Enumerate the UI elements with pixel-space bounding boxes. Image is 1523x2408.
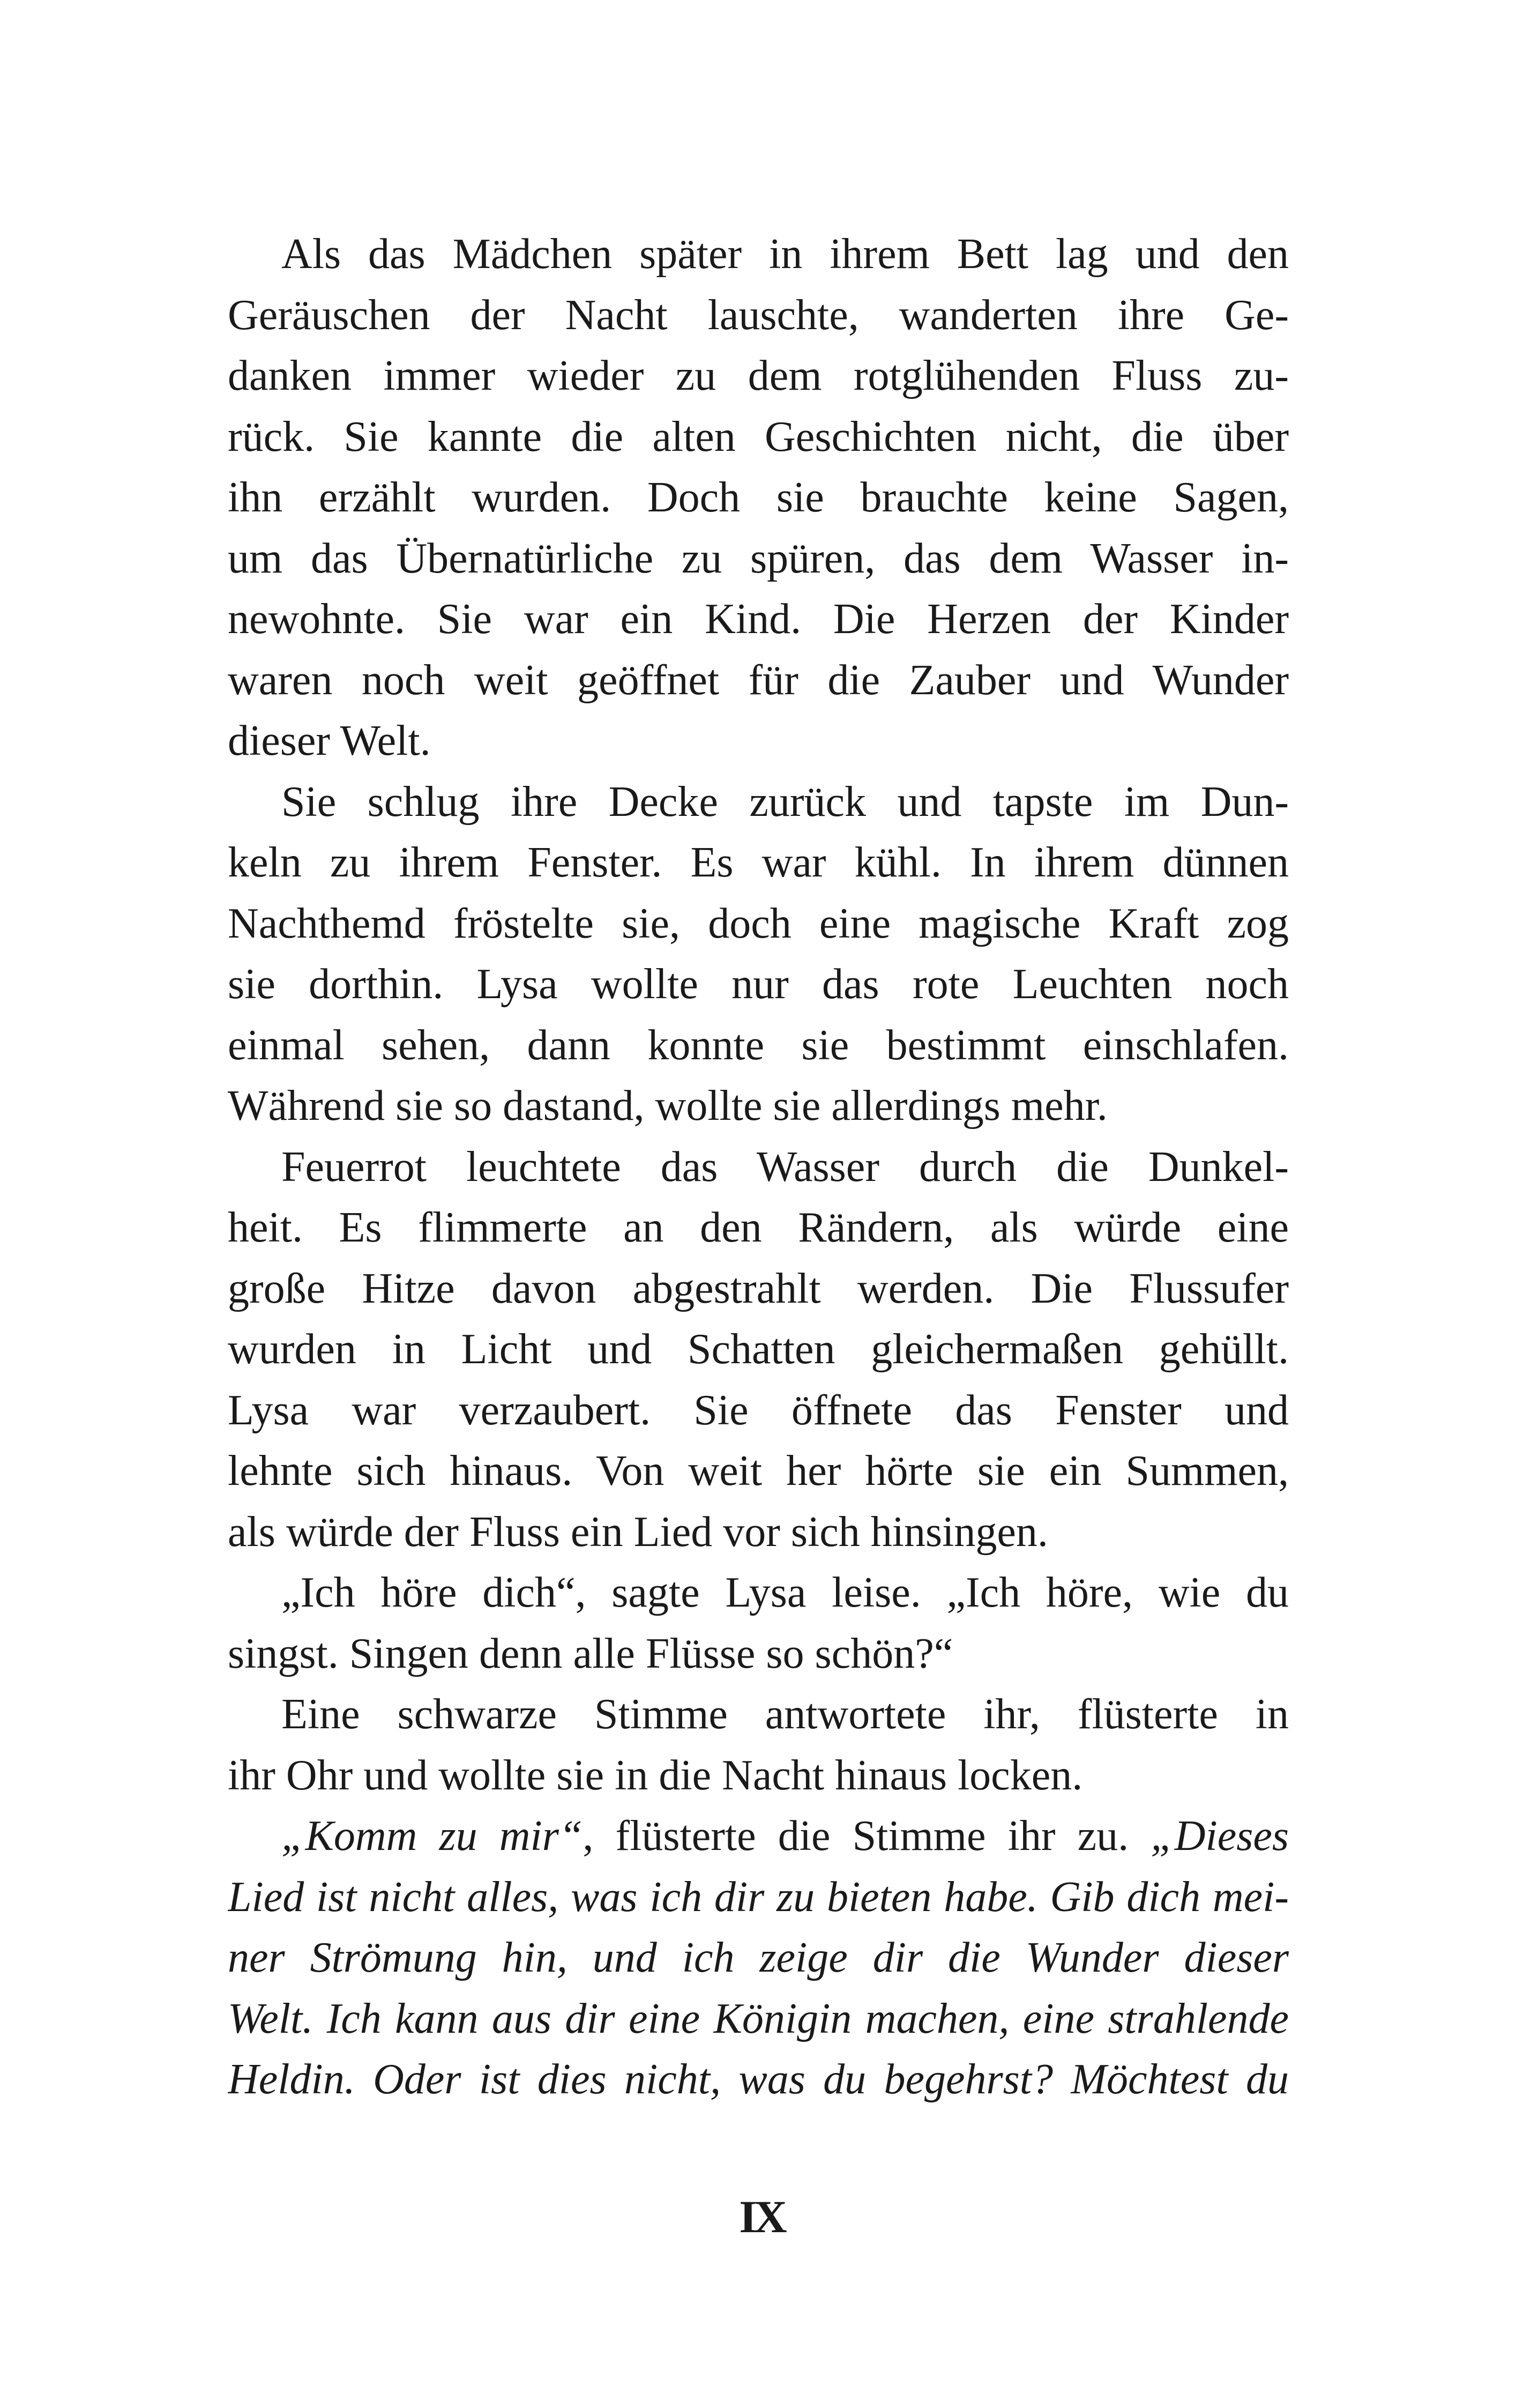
- text-line: [228, 529, 1289, 590]
- text-line: [228, 1867, 1289, 1928]
- text-run: Eine schwarze Stimme antwortete ihr, flüsterte in: [281, 1691, 1289, 1738]
- text-line: [228, 1198, 1289, 1259]
- text-run: dieser Welt.: [228, 717, 431, 764]
- text-run: Feuerrot leuchtete das Wasser durch die Dunkel-: [281, 1143, 1289, 1191]
- paragraph: [228, 1563, 1289, 1684]
- text-run: als würde der Fluss ein Lied vor sich hinsingen.: [228, 1508, 1048, 1556]
- text-line: [228, 1380, 1289, 1441]
- italic-text: Welt. Ich kann aus dir eine Königin machen, eine strahlende: [228, 1995, 1289, 2042]
- text-run: Als das Mädchen später in ihrem Bett lag und den: [281, 231, 1289, 278]
- text-run: rück. Sie kannte die alten Geschichten nicht, die über: [228, 413, 1289, 460]
- text-line: [228, 711, 1289, 772]
- text-line: [228, 894, 1289, 955]
- text-line: [228, 1319, 1289, 1380]
- text-line: [228, 772, 1289, 833]
- paragraph: [228, 772, 1289, 1137]
- italic-text: ner Strömung hin, und ich zeige dir die Wunder dieser: [228, 1934, 1289, 1981]
- text-run: heit. Es flimmerte an den Rändern, als würde eine: [228, 1204, 1289, 1251]
- text-run: danken immer wieder zu dem rotglühenden Fluss zu-: [228, 352, 1289, 399]
- text-line: [228, 1928, 1289, 1989]
- text-line: [228, 1441, 1289, 1502]
- italic-text: „Komm zu mir“: [281, 1812, 583, 1860]
- text-line: [228, 589, 1289, 650]
- text-run: lehnte sich hinaus. Von weit her hörte sie ein Summen,: [228, 1447, 1289, 1495]
- text-run: waren noch weit geöffnet für die Zauber und Wunder: [228, 656, 1289, 704]
- text-line: [228, 2049, 1289, 2110]
- text-run: Lysa war verzaubert. Sie öffnete das Fenster und: [228, 1386, 1289, 1434]
- paragraph: [228, 224, 1289, 772]
- text-run: Sie schlug ihre Decke zurück und tapste im Dun-: [281, 778, 1289, 826]
- text-line: [228, 1806, 1289, 1867]
- text-run: „Ich höre dich“, sagte Lysa leise. „Ich höre, wie du: [281, 1569, 1289, 1616]
- text-line: [228, 1015, 1289, 1076]
- text-run: einmal sehen, dann konnte sie bestimmt einschlafen.: [228, 1021, 1289, 1069]
- paragraph: [228, 1806, 1289, 2110]
- text-line: [228, 1745, 1289, 1807]
- text-run: Nachthemd fröstelte sie, doch eine magische Kraft zog: [228, 900, 1289, 947]
- text-line: [228, 1502, 1289, 1563]
- text-run: große Hitze davon abgestrahlt werden. Die Flussufer: [228, 1265, 1289, 1312]
- paragraph: [228, 1137, 1289, 1563]
- text-line: [228, 467, 1289, 529]
- text-line: [228, 1563, 1289, 1624]
- text-run: sie dorthin. Lysa wollte nur das rote Leuchten noch: [228, 961, 1289, 1008]
- italic-text: „Dieses: [1151, 1812, 1289, 1860]
- text-run: Während sie so dastand, wollte sie allerdings mehr.: [228, 1082, 1108, 1129]
- text-line: [228, 285, 1289, 346]
- page-number: IX: [739, 2191, 784, 2242]
- text-run: ihr Ohr und wollte sie in die Nacht hinaus locken.: [228, 1751, 1083, 1799]
- text-line: [228, 407, 1289, 468]
- italic-text: Heldin. Oder ist dies nicht, was du begehrst? Möchtest du: [228, 2056, 1289, 2103]
- text-line: [228, 1989, 1289, 2050]
- text-line: [228, 1624, 1289, 1685]
- text-line: [228, 650, 1289, 711]
- text-run: wurden in Licht und Schatten gleichermaßen gehüllt.: [228, 1326, 1289, 1373]
- text-line: [228, 1259, 1289, 1320]
- text-run: um das Übernatürliche zu spüren, das dem Wasser in-: [228, 534, 1289, 582]
- text-line: [228, 1076, 1289, 1137]
- text-run: ihn erzählt wurden. Doch sie brauchte keine Sagen,: [228, 474, 1289, 521]
- text-line: [228, 954, 1289, 1015]
- text-run: singst. Singen denn alle Flüsse so schön?“: [228, 1630, 953, 1677]
- text-run: newohnte. Sie war ein Kind. Die Herzen der Kinder: [228, 596, 1289, 643]
- italic-text: Lied ist nicht alles, was ich dir zu bieten habe. Gib dich mei-: [228, 1873, 1289, 1921]
- text-line: [228, 833, 1289, 894]
- text-run: , flüsterte die Stimme ihr zu.: [583, 1812, 1151, 1860]
- text-line: [228, 224, 1289, 285]
- text-line: [228, 346, 1289, 407]
- text-run: keln zu ihrem Fenster. Es war kühl. In ihrem dünnen: [228, 839, 1289, 886]
- body-text: [228, 224, 1289, 2110]
- paragraph: [228, 1684, 1289, 1806]
- text-run: Geräuschen der Nacht lauschte, wanderten ihre Ge-: [228, 291, 1289, 339]
- text-line: [228, 1684, 1289, 1745]
- text-line: [228, 1137, 1289, 1198]
